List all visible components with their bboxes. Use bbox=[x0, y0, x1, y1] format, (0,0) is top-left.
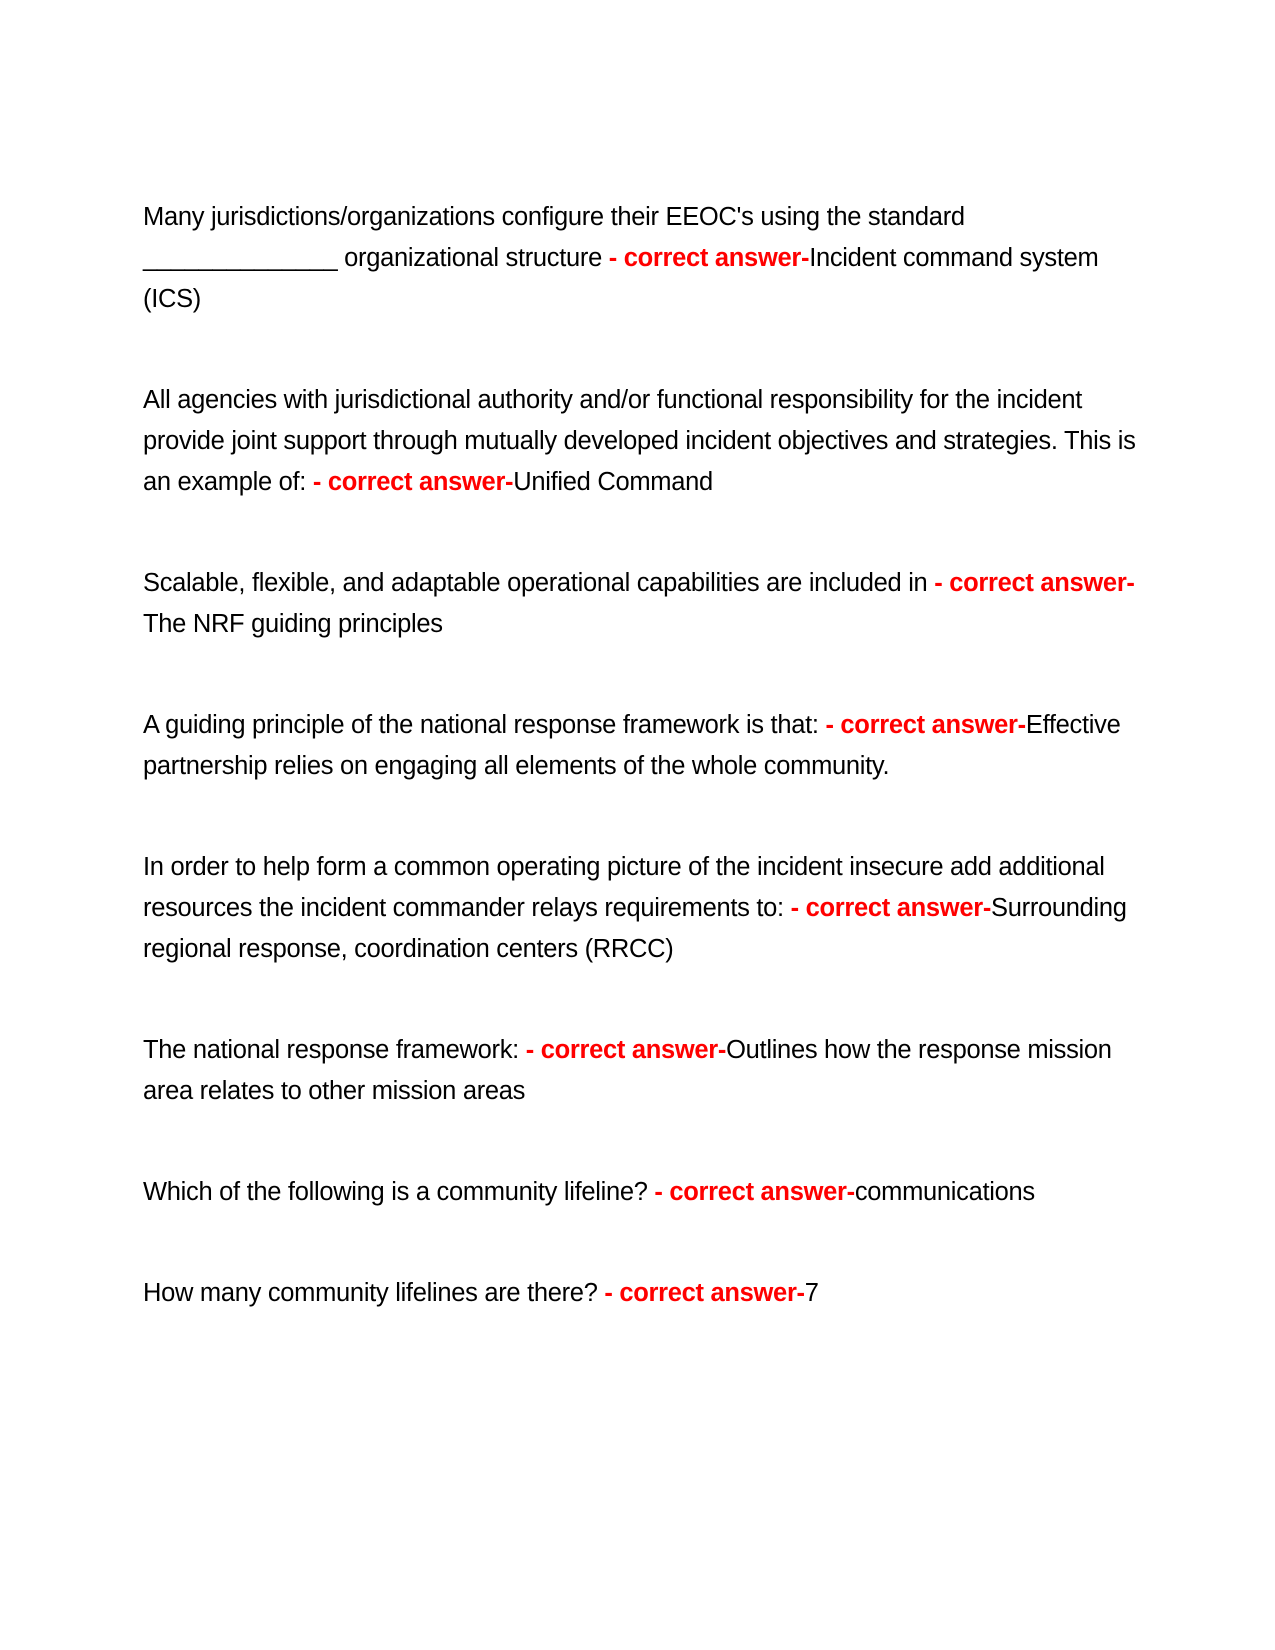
qa-item bbox=[143, 563, 1153, 645]
question-text: The national response framework: bbox=[143, 1036, 526, 1064]
correct-answer-marker: - correct answer- bbox=[825, 711, 1026, 739]
qa-item bbox=[143, 705, 1153, 787]
answer-text: 7 bbox=[804, 1279, 819, 1307]
answer-text: Incident command system (ICS) bbox=[143, 244, 1099, 313]
question-text: In order to help form a common operating picture of the incident insecure add additional resources the incident commander relays requirements to: bbox=[143, 853, 1105, 922]
answer-text: Surrounding regional response, coordination centers (RRCC) bbox=[143, 894, 1127, 963]
answer-text: Effective partnership relies on engaging all elements of the whole community. bbox=[143, 711, 1121, 780]
correct-answer-marker: - correct answer- bbox=[312, 468, 514, 496]
correct-answer-marker: - correct answer- bbox=[604, 1279, 805, 1307]
answer-text: Unified Command bbox=[513, 468, 713, 496]
qa-item bbox=[143, 1030, 1153, 1112]
correct-answer-marker: - correct answer- bbox=[790, 894, 992, 922]
qa-item bbox=[143, 197, 1153, 320]
correct-answer-marker: - correct answer- bbox=[608, 244, 810, 272]
question-text: Scalable, flexible, and adaptable operational capabilities are included in bbox=[143, 569, 935, 597]
answer-text: The NRF guiding principles bbox=[143, 610, 443, 638]
question-text: Many jurisdictions/organizations configure their EEOC's using the standard ______________ organizational structure bbox=[143, 203, 965, 272]
qa-item bbox=[143, 847, 1153, 970]
answer-text: Outlines how the response mission area relates to other mission areas bbox=[143, 1036, 1112, 1105]
qa-item bbox=[143, 380, 1153, 503]
question-text: Which of the following is a community lifeline? bbox=[143, 1178, 655, 1206]
answer-text: communications bbox=[854, 1178, 1035, 1206]
correct-answer-marker: - correct answer- bbox=[525, 1036, 727, 1064]
qa-item bbox=[143, 1273, 1153, 1314]
question-text: How many community lifelines are there? bbox=[143, 1279, 605, 1307]
question-text: All agencies with jurisdictional authority and/or functional responsibility for the incident provide joint support through mutually developed incident objectives and strategies. This is an example of: bbox=[143, 386, 1136, 496]
correct-answer-marker: - correct answer- bbox=[934, 569, 1135, 597]
question-text: A guiding principle of the national response framework is that: bbox=[143, 711, 826, 739]
correct-answer-marker: - correct answer- bbox=[654, 1178, 855, 1206]
qa-item bbox=[143, 1172, 1153, 1213]
